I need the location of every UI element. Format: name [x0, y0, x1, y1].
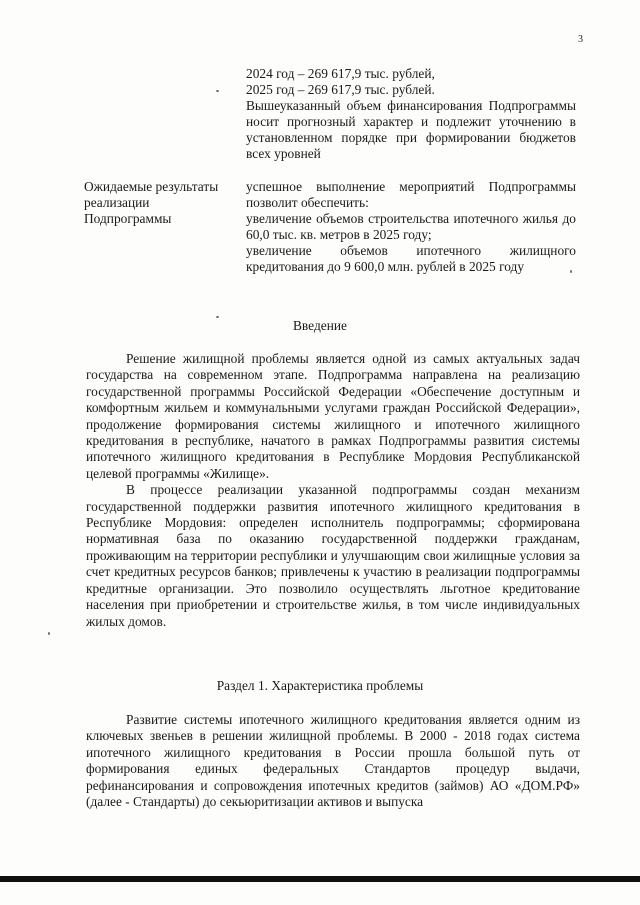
financing-note: Вышеуказанный объем финансирования Подпрограммы носит прогнозный характер и подлежит уточнению в установленном порядке при формировании бюджетов всех уровней: [246, 98, 576, 161]
page-number: 3: [578, 34, 583, 45]
scan-speck: [216, 316, 219, 318]
results-paragraph: увеличение объемов ипотечного жилищного кредитования до 9 600,0 млн. рублей в 2025 году: [246, 243, 576, 274]
introduction-heading: Введение: [293, 318, 347, 333]
scan-speck: [216, 90, 219, 92]
introduction-body: [86, 351, 580, 630]
label-line: Ожидаемые результаты: [84, 179, 219, 194]
results-paragraph: успешное выполнение мероприятий Подпрограммы позволит обеспечить:: [246, 179, 576, 210]
expected-results-text: [246, 179, 576, 275]
body-paragraph: Решение жилищной проблемы является одной из самых актуальных задач государства на современном этапе. Подпрограмма направлена на реализацию государственной программы Российской Федерации «Обеспечение доступным и комфортным жильем и коммунальными услугами граждан Российской Федерации», продолжение формирования системы жилищного и ипотечного жилищного кредитования в республике, начатого в рамках Подпрограммы развития системы ипотечного жилищного кредитования в Республике Мордовия Республиканской целевой программы «Жилище».: [86, 351, 580, 481]
financing-block: [246, 66, 576, 162]
financing-line-2025: 2025 год – 269 617,9 тыс. рублей.: [246, 82, 435, 97]
results-paragraph: увеличение объемов строительства ипотечного жилья до 60,0 тыс. кв. метров в 2025 году;: [246, 211, 576, 242]
body-paragraph: Развитие системы ипотечного жилищного кредитования является одним из ключевых звеньев в решении жилищной проблемы. В 2000 - 2018 годах система ипотечного жилищного кредитования в России прошла большой путь от формирования единых федеральных Стандартов процедур выдачи, рефинансирования и сопровождения ипотечных кредитов (займов) АО «ДОМ.РФ» (далее - Стандарты) до секьюритизации активов и выпуска: [86, 712, 580, 810]
label-line: Подпрограммы: [84, 211, 172, 226]
body-paragraph: В процессе реализации указанной подпрограммы создан механизм государственной поддержки развития ипотечного жилищного кредитования в Республике Мордовия: определен исполнитель подпрограммы; сформирована нормативная база по оказанию государственной поддержки гражданам, проживающим на территории республики и улучшающим свои жилищные условия за счет кредитных ресурсов банков; привлечены к участию в реализации подпрограммы кредитные организации. Это позволило осуществлять льготное кредитование населения при приобретении и строительстве жилья, в том числе индивидуальных жилых домов.: [86, 482, 580, 629]
expected-results-label: [84, 179, 240, 227]
scan-speck: [48, 632, 50, 635]
scan-bottom-edge: [0, 876, 640, 882]
scan-speck: [570, 270, 572, 273]
label-line: реализации: [84, 195, 150, 210]
section-heading: Раздел 1. Характеристика проблемы: [216, 678, 424, 693]
section-body: [86, 712, 580, 810]
financing-line-2024: 2024 год – 269 617,9 тыс. рублей,: [246, 66, 435, 81]
